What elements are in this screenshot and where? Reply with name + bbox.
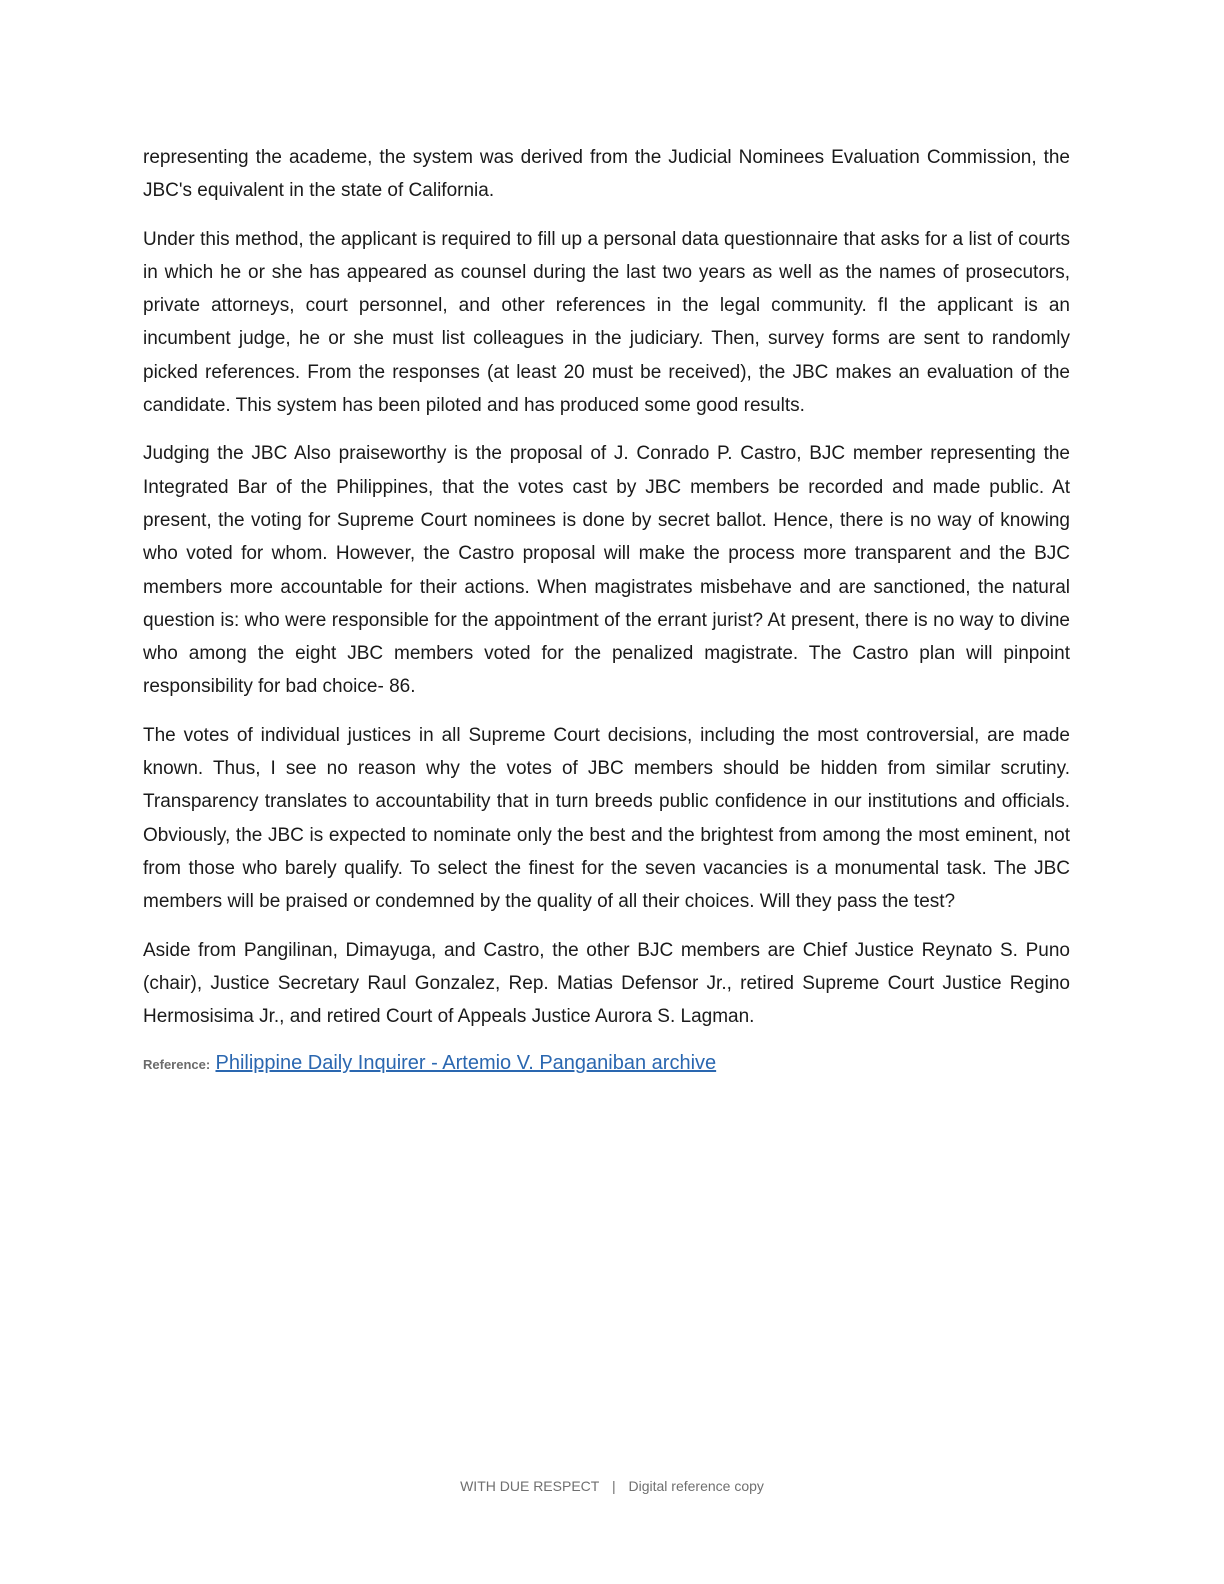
page-footer [0, 1478, 1224, 1494]
footer-title: WITH DUE RESPECT [460, 1478, 600, 1494]
paragraph-5: Aside from Pangilinan, Dimayuga, and Castro, the other BJC members are Chief Justice Reynato S. Puno (chair), Justice Secretary Raul Gonzalez, Rep. Matias Defensor Jr., retired Supreme Court Justice Regino Hermosisima Jr., and retired Court of Appeals Justice Aurora S. Lagman. [143, 939, 1070, 1028]
footer-subtitle: Digital reference copy [628, 1478, 764, 1494]
reference-label: Reference: [143, 1057, 211, 1073]
paragraph-4: The votes of individual justices in all Supreme Court decisions, including the most controversial, are made known. Thus, I see no reason why the votes of JBC members should be hidden from similar scrutiny. Transparency translates to accountability that in turn breeds public confidence in our institutions and officials. Obviously, the JBC is expected to nominate only the best and the brightest from among the most eminent, not from those who barely qualify. To select the finest for the seven vacancies is a monumental task. The JBC members will be praised or condemned by the quality of all their choices. Will they pass the test? [143, 724, 1070, 913]
reference-line [143, 1048, 1070, 1080]
paragraph-3: Judging the JBC Also praiseworthy is the proposal of J. Conrado P. Castro, BJC member representing the Integrated Bar of the Philippines, that the votes cast by JBC members be recorded and made public. At present, the voting for Supreme Court nominees is done by secret ballot. Hence, there is no way of knowing who voted for whom. However, the Castro proposal will make the process more transparent and the BJC members more accountable for their actions. When magistrates misbehave and are sanctioned, the natural question is: who were responsible for the appointment of the errant jurist? At present, there is no way to divine who among the eight JBC members voted for the penalized magistrate. The Castro plan will pinpoint responsibility for bad choice- 86. [143, 443, 1070, 698]
paragraph-2: Under this method, the applicant is required to fill up a personal data questionnaire that asks for a list of courts in which he or she has appeared as counsel during the last two years as well as the names of prosecutors, private attorneys, court personnel, and other references in the legal community. fI the applicant is an incumbent judge, he or she must list colleagues in the judiciary. Then, survey forms are sent to randomly picked references. From the responses (at least 20 must be received), the JBC makes an evaluation of the candidate. This system has been piloted and has produced some good results. [143, 228, 1070, 417]
paragraph-1: representing the academe, the system was derived from the Judicial Nominees Evaluation Commission, the JBC's equivalent in the state of California. [143, 147, 1070, 202]
reference-link[interactable]: Philippine Daily Inquirer - Artemio V. Panganiban archive [215, 1052, 717, 1075]
footer-separator: | [611, 1478, 616, 1494]
document-body [143, 141, 1070, 1080]
